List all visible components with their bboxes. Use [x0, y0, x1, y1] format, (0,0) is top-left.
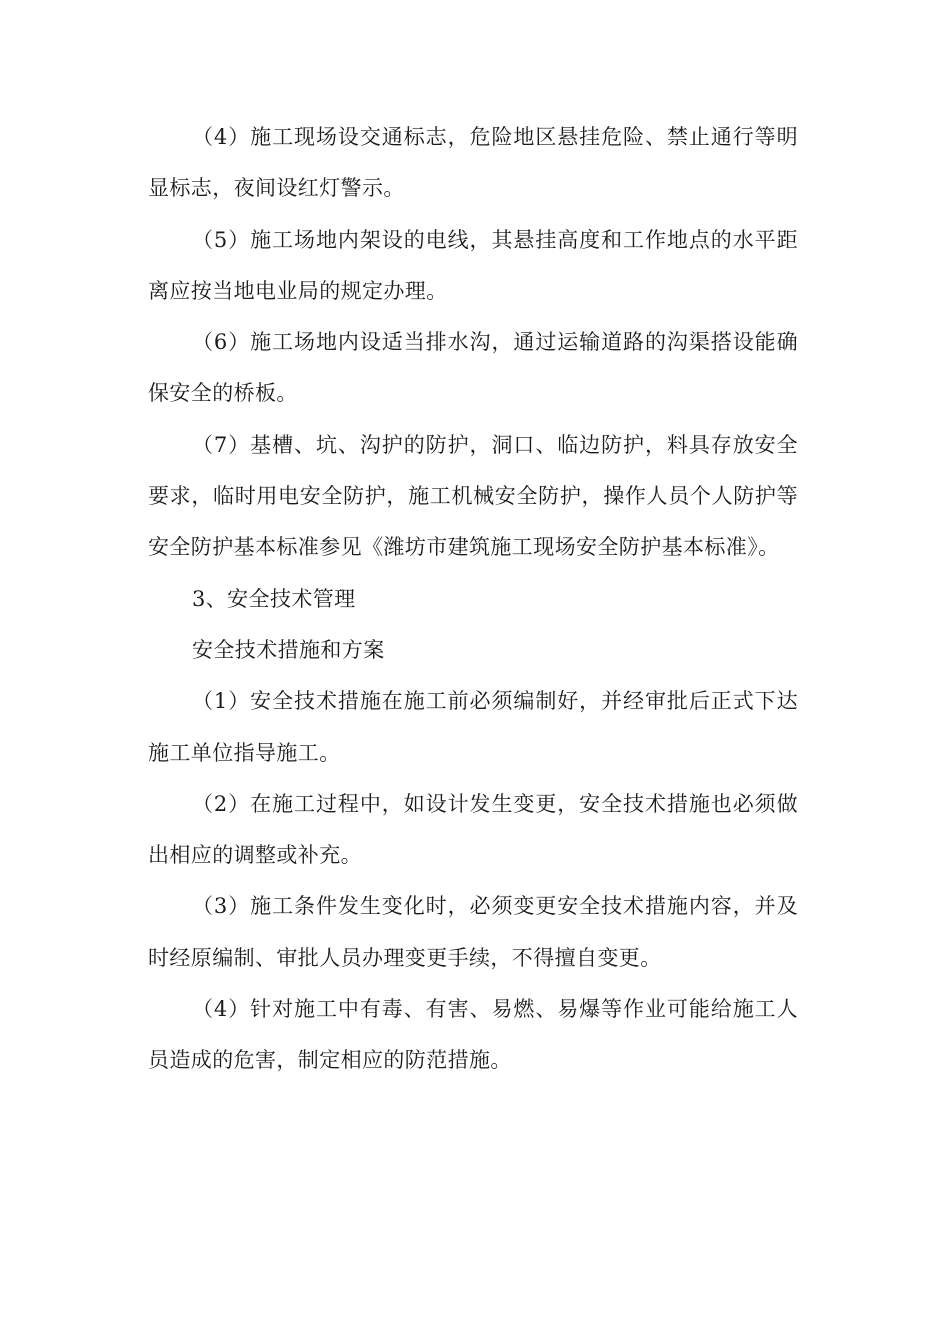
paragraph-measure-2: （2）在施工过程中，如设计发生变更，安全技术措施也必须做出相应的调整或补充。	[148, 791, 798, 868]
paragraph-measure-1: （1）安全技术措施在施工前必须编制好，并经审批后正式下达施工单位指导施工。	[148, 689, 798, 765]
paragraph-item-5-electric-wires: （5）施工场地内架设的电线，其悬挂高度和工作地点的水平距离应按当地电业局的规定办理。	[148, 227, 798, 303]
section-heading-safety-tech-management: 3、安全技术管理	[192, 586, 356, 611]
paragraph-measure-4: （4）针对施工中有毒、有害、易燃、易爆等作业可能给施工人员造成的危害，制定相应的防范措施。	[148, 997, 798, 1073]
paragraph-item-7-protection-standards: （7）基槽、坑、沟护的防护，洞口、临边防护，料具存放安全要求，临时用电安全防护，施工机械安全防护，操作人员个人防护等安全防护基本标准参见《潍坊市建筑施工现场安全防护基本标准》。	[148, 432, 798, 560]
paragraph-item-6-drainage: （6）施工场地内设适当排水沟，通过运输道路的沟渠搭设能确保安全的桥板。	[148, 330, 798, 406]
document-body	[148, 112, 798, 1087]
subheading-safety-measures-plan: 安全技术措施和方案	[192, 637, 385, 662]
paragraph-item-4-traffic-signs: （4）施工现场设交通标志，危险地区悬挂危险、禁止通行等明显标志，夜间设红灯警示。	[148, 125, 798, 201]
paragraph-measure-3: （3）施工条件发生变化时，必须变更安全技术措施内容，并及时经原编制、审批人员办理变更手续，不得擅自变更。	[148, 894, 798, 970]
